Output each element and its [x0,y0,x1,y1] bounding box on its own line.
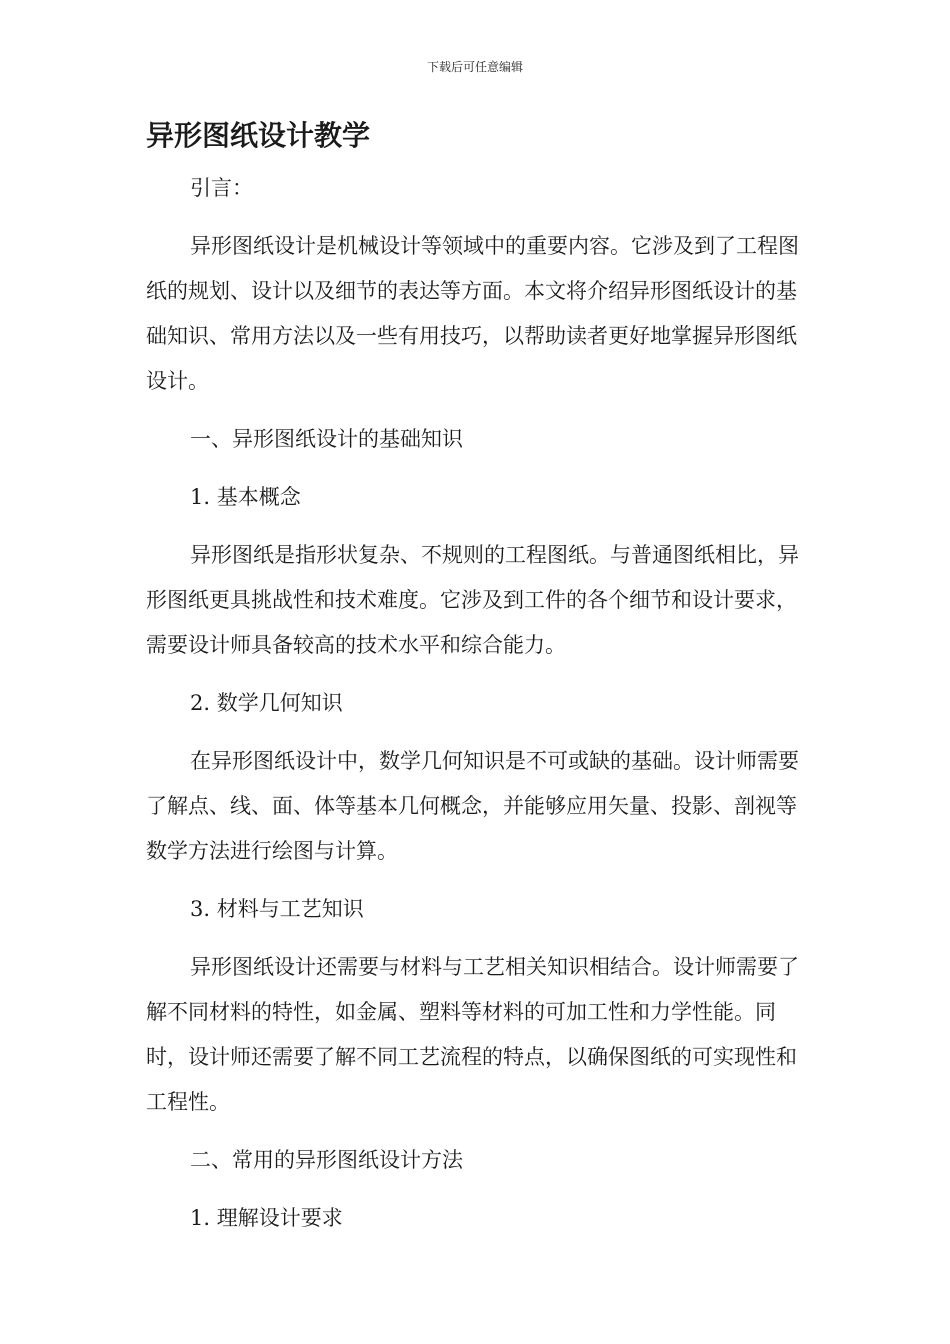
header-note: 下载后可任意编辑 [426,60,523,74]
subheading-basic-concept: 1. 基本概念 [190,485,301,509]
paragraph-basic-concept: 异形图纸是指形状复杂、不规则的工程图纸。与普通图纸相比，异形图纸更具挑战性和技术难度。它涉及到工件的各个细节和设计要求，需要设计师具备较高的技术水平和综合能力。 [146,543,799,657]
paragraph-geometry: 在异形图纸设计中，数学几何知识是不可或缺的基础。设计师需要了解点、线、面、体等基本几何概念，并能够应用矢量、投影、剖视等数学方法进行绘图与计算。 [146,749,799,863]
paragraph-materials: 异形图纸设计还需要与材料与工艺相关知识相结合。设计师需要了解不同材料的特性，如金属、塑料等材料的可加工性和力学性能。同时，设计师还需要了解不同工艺流程的特点，以确保图纸的可实现性和工程性。 [146,955,799,1114]
subheading-requirements: 1. 理解设计要求 [190,1206,343,1230]
document-title: 异形图纸设计教学 [146,119,371,152]
intro-paragraph: 异形图纸设计是机械设计等领域中的重要内容。它涉及到了工程图纸的规划、设计以及细节的表达等方面。本文将介绍异形图纸设计的基础知识、常用方法以及一些有用技巧，以帮助读者更好地掌握异形图纸设计。 [146,234,799,393]
section-heading-2: 二、常用的异形图纸设计方法 [190,1148,463,1172]
subheading-materials: 3. 材料与工艺知识 [190,897,364,921]
intro-label: 引言： [190,176,253,200]
subheading-geometry: 2. 数学几何知识 [190,691,343,715]
section-heading-1: 一、异形图纸设计的基础知识 [190,427,463,451]
document-body [146,166,806,1254]
